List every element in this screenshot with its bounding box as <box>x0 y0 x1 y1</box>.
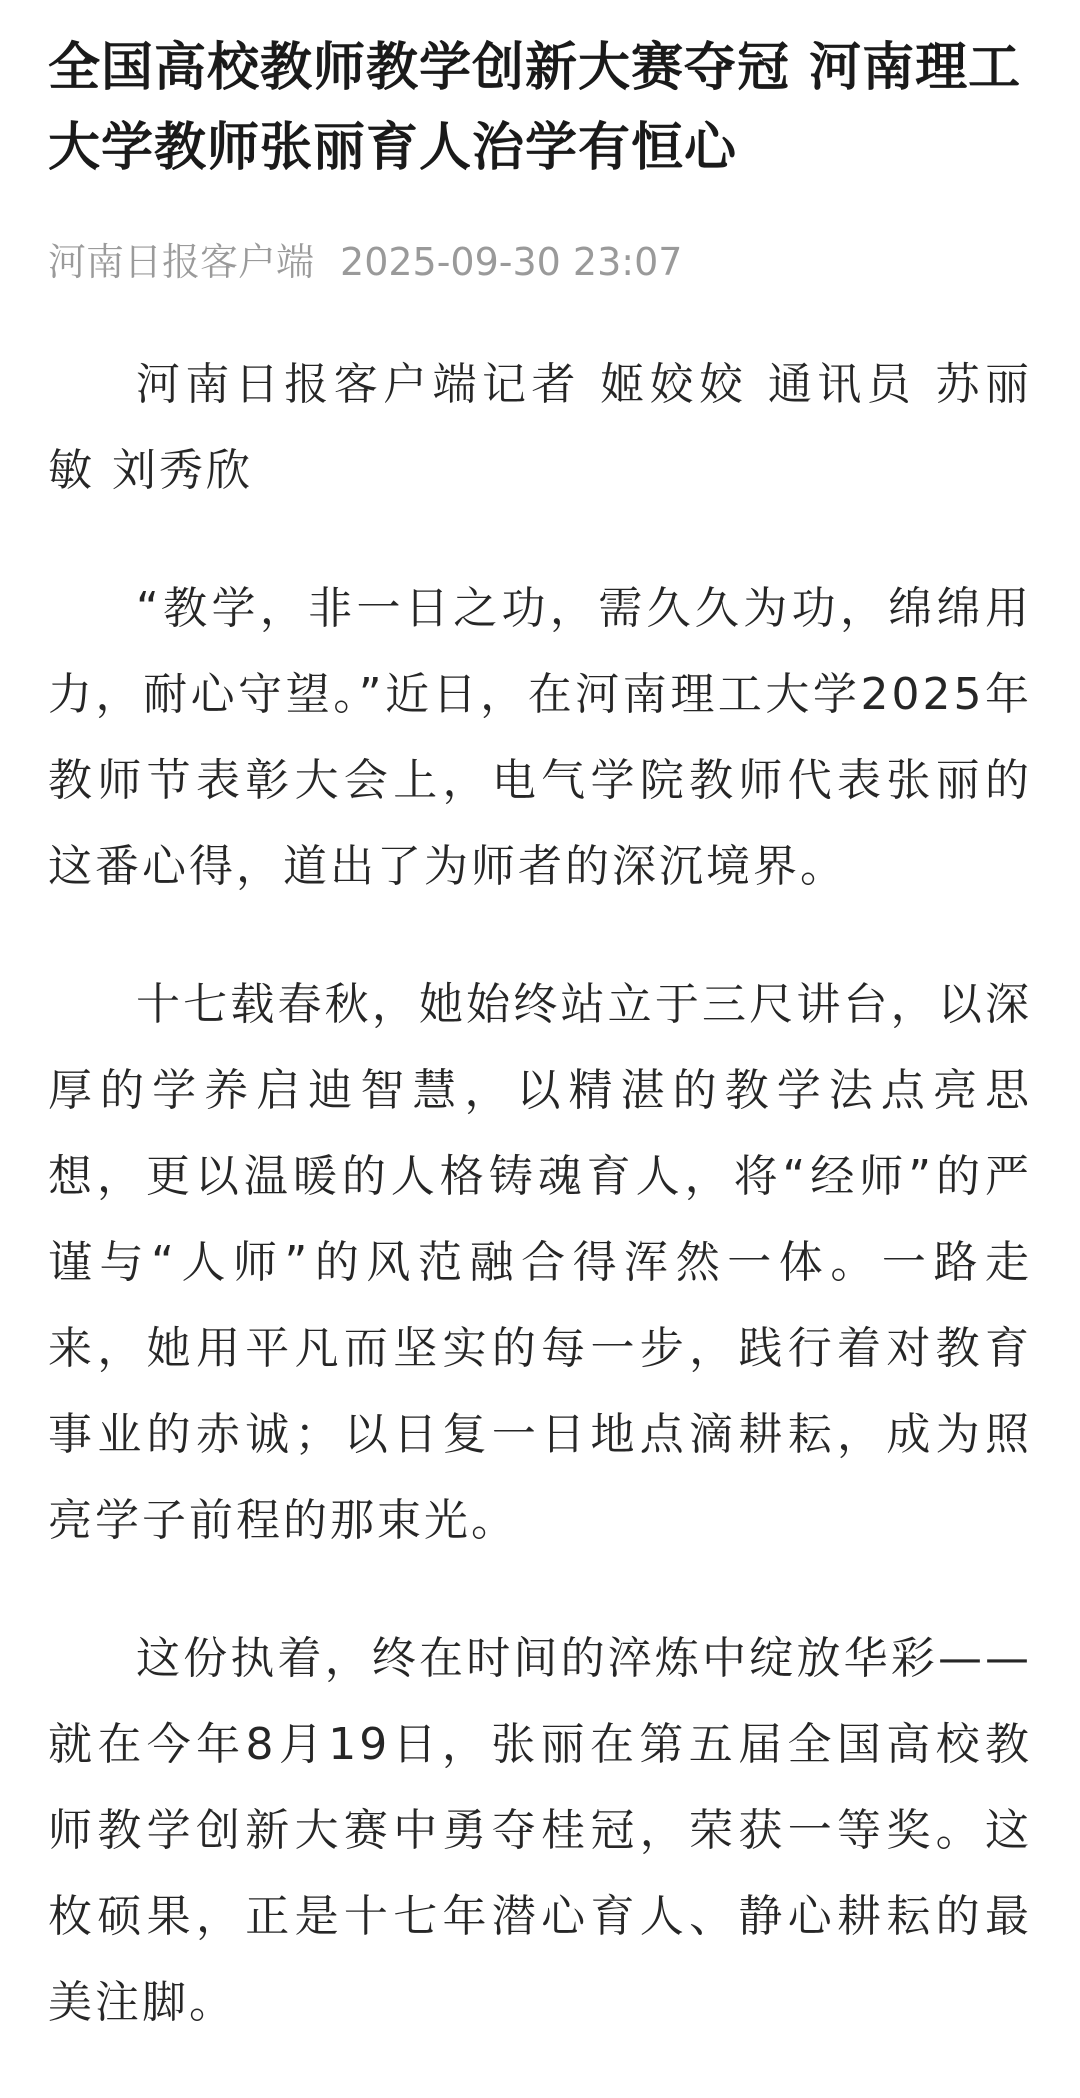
body-paragraph: 这份执着，终在时间的淬炼中绽放华彩——就在今年8月19日，张丽在第五届全国高校教师教学创新大赛中勇夺桂冠，荣获一等奖。这枚硕果，正是十七年潜心育人、静心耕耘的最美注脚。 <box>48 1633 1032 2028</box>
article-title: 全国高校教师教学创新大赛夺冠 河南理工大学教师张丽育人治学有恒心 <box>48 38 1022 178</box>
article-body <box>48 342 1032 2046</box>
publish-date: 2025-09-30 23:07 <box>340 240 683 284</box>
body-paragraph: 十七载春秋，她始终站立于三尺讲台，以深厚的学养启迪智慧，以精湛的教学法点亮思想，更以温暖的人格铸魂育人，将“经师”的严谨与“人师”的风范融合得浑然一体。一路走来，她用平凡而坚实的每一步，践行着对教育事业的赤诚；以日复一日地点滴耕耘，成为照亮学子前程的那束光。 <box>48 979 1032 1546</box>
byline-paragraph: 河南日报客户端记者 姬姣姣 通讯员 苏丽敏 刘秀欣 <box>48 359 1032 496</box>
article <box>48 28 1032 2098</box>
article-meta <box>48 236 1032 288</box>
source-label: 河南日报客户端 <box>48 240 315 284</box>
body-paragraph: “教学，非一日之功，需久久为功，绵绵用力，耐心守望。”近日，在河南理工大学2025年教师节表彰大会上，电气学院教师代表张丽的这番心得，道出了为师者的深沉境界。 <box>48 583 1032 892</box>
